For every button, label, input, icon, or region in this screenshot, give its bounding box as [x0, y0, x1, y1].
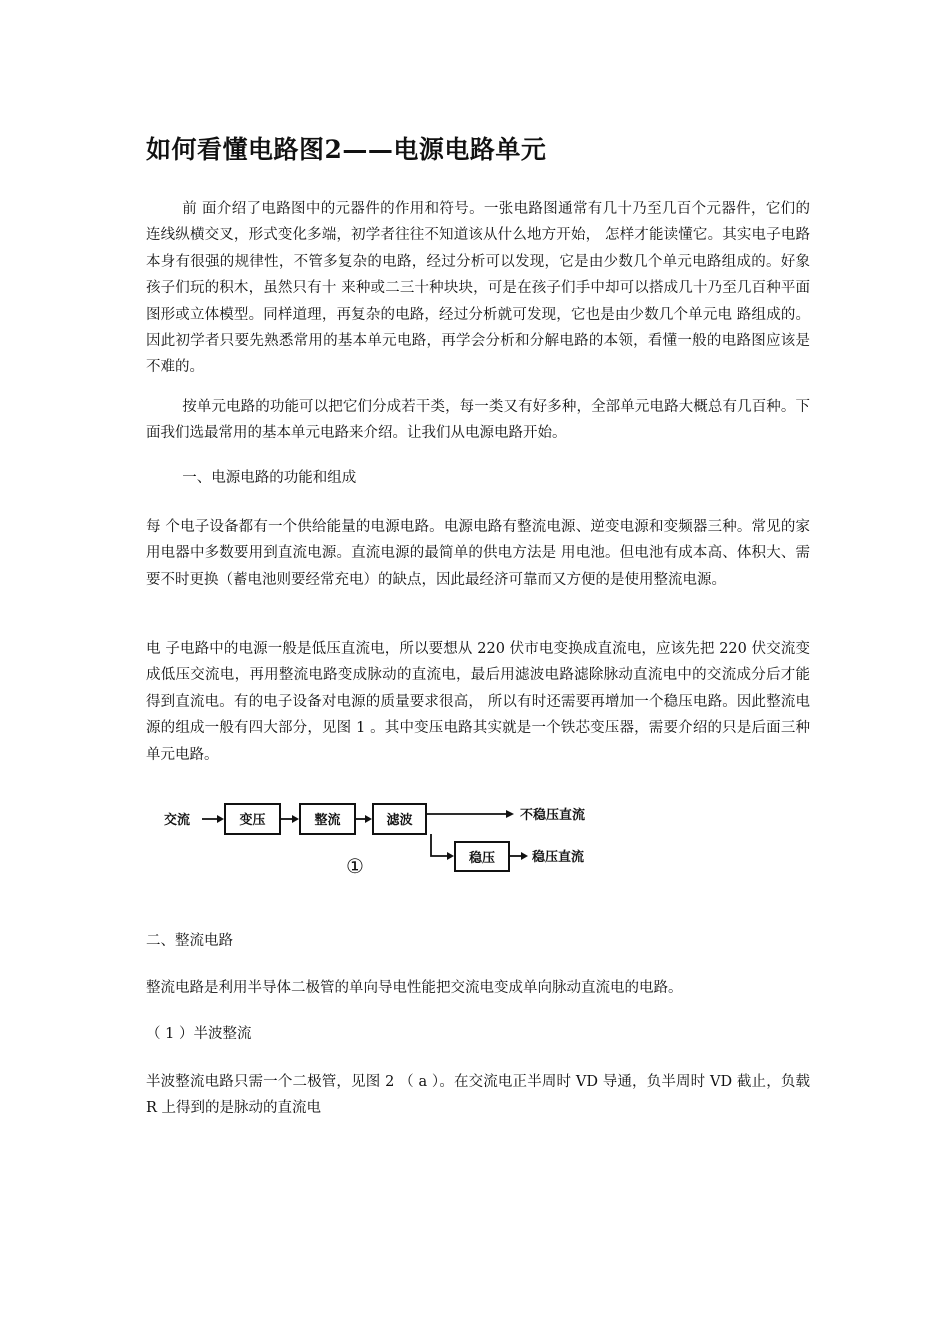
arrow-1 — [292, 815, 299, 823]
figure-number: ① — [346, 854, 364, 878]
power-supply-block-diagram — [156, 790, 626, 890]
paragraph-power-types: 每 个电子设备都有一个供给能量的电源电路。电源电路有整流电源、逆变电源和变频器三种。常见的家用电器中多数要用到直流电源。直流电源的最简单的供电方法是 用电池。但电池有成本高、体积大、需要不时更换（蓄电池则要经常充电）的缺点，因此最经济可靠而又方便的是使用整流电源。 — [146, 519, 810, 588]
paragraph-power-composition: 电 子电路中的电源一般是低压直流电，所以要想从 220 伏市电变换成直流电，应该先把 220 伏交流变成低压交流电，再用整流电路变成脉动的直流电，最后用滤波电路滤除脉动直流电中的交流成分后才能得到直流电。有的电子设备对电源的质量要求很高， 所以有时还需要再增加一个稳压电路。因此整流电源的组成一般有四大部分，见图 1 。其中变压电路其实就是一个铁芯变压器，需要介绍的只是后面三种单元电路。 — [146, 641, 810, 763]
subheading-half-wave: （ 1 ）半波整流 — [146, 1026, 252, 1042]
block-transformer-label: 变压 — [239, 813, 266, 828]
arrow-input — [217, 815, 224, 823]
section-heading-power-function: 一、电源电路的功能和组成 — [182, 470, 357, 486]
block-rectifier-label: 整流 — [314, 813, 341, 828]
label-ac-input: 交流 — [164, 813, 191, 828]
arrow-unregulated — [506, 810, 514, 818]
paragraph-intro: 前 面介绍了电路图中的元器件的作用和符号。一张电路图通常有几十乃至几百个元器件，它们的连线纵横交叉，形式变化多端，初学者往往不知道该从什么地方开始， 怎样才能读懂它。其实电子电路本身有很强的规律性，不管多复杂的电路，经过分析可以发现，它是由少数几个单元电路组成的。好象孩子们玩的积木，虽然只有十 来种或二三十种块块，可是在孩子们手中却可以搭成几十乃至几百种平面图形或立体模型。同样道理，再复杂的电路，经过分析就可发现，它也是由少数几个单元电 路组成的。因此初学者只要先熟悉常用的基本单元电路，再学会分析和分解电路的本领，看懂一般的电路图应该是不难的。 — [146, 201, 810, 376]
document-title: 如何看懂电路图2——电源电路单元 — [146, 135, 547, 164]
connector-to-regulator — [431, 834, 448, 856]
paragraph-half-wave: 半波整流电路只需一个二极管，见图 2 （ a ）。在交流电正半周时 VD 导通，负半周时 VD 截止，负载 R 上得到的是脉动的直流电 — [146, 1074, 810, 1117]
arrow-2 — [365, 815, 372, 823]
block-regulator-label: 稳压 — [468, 851, 496, 866]
paragraph-categories: 按单元电路的功能可以把它们分成若干类，每一类又有好多种，全部单元电路大概总有几百种。下面我们选最常用的基本单元电路来介绍。让我们从电源电路开始。 — [146, 399, 810, 442]
arrow-regulated — [521, 852, 528, 860]
label-regulated-dc: 稳压直流 — [532, 850, 585, 865]
label-unregulated-dc: 不稳压直流 — [520, 808, 586, 823]
block-diagram-svg — [156, 790, 626, 890]
paragraph-rectifier-intro: 整流电路是利用半导体二极管的单向导电性能把交流电变成单向脉动直流电的电路。 — [146, 980, 683, 996]
arrow-to-regulator — [447, 852, 454, 860]
section-heading-rectifier: 二、整流电路 — [146, 933, 233, 949]
block-filter-label: 滤波 — [386, 813, 413, 828]
